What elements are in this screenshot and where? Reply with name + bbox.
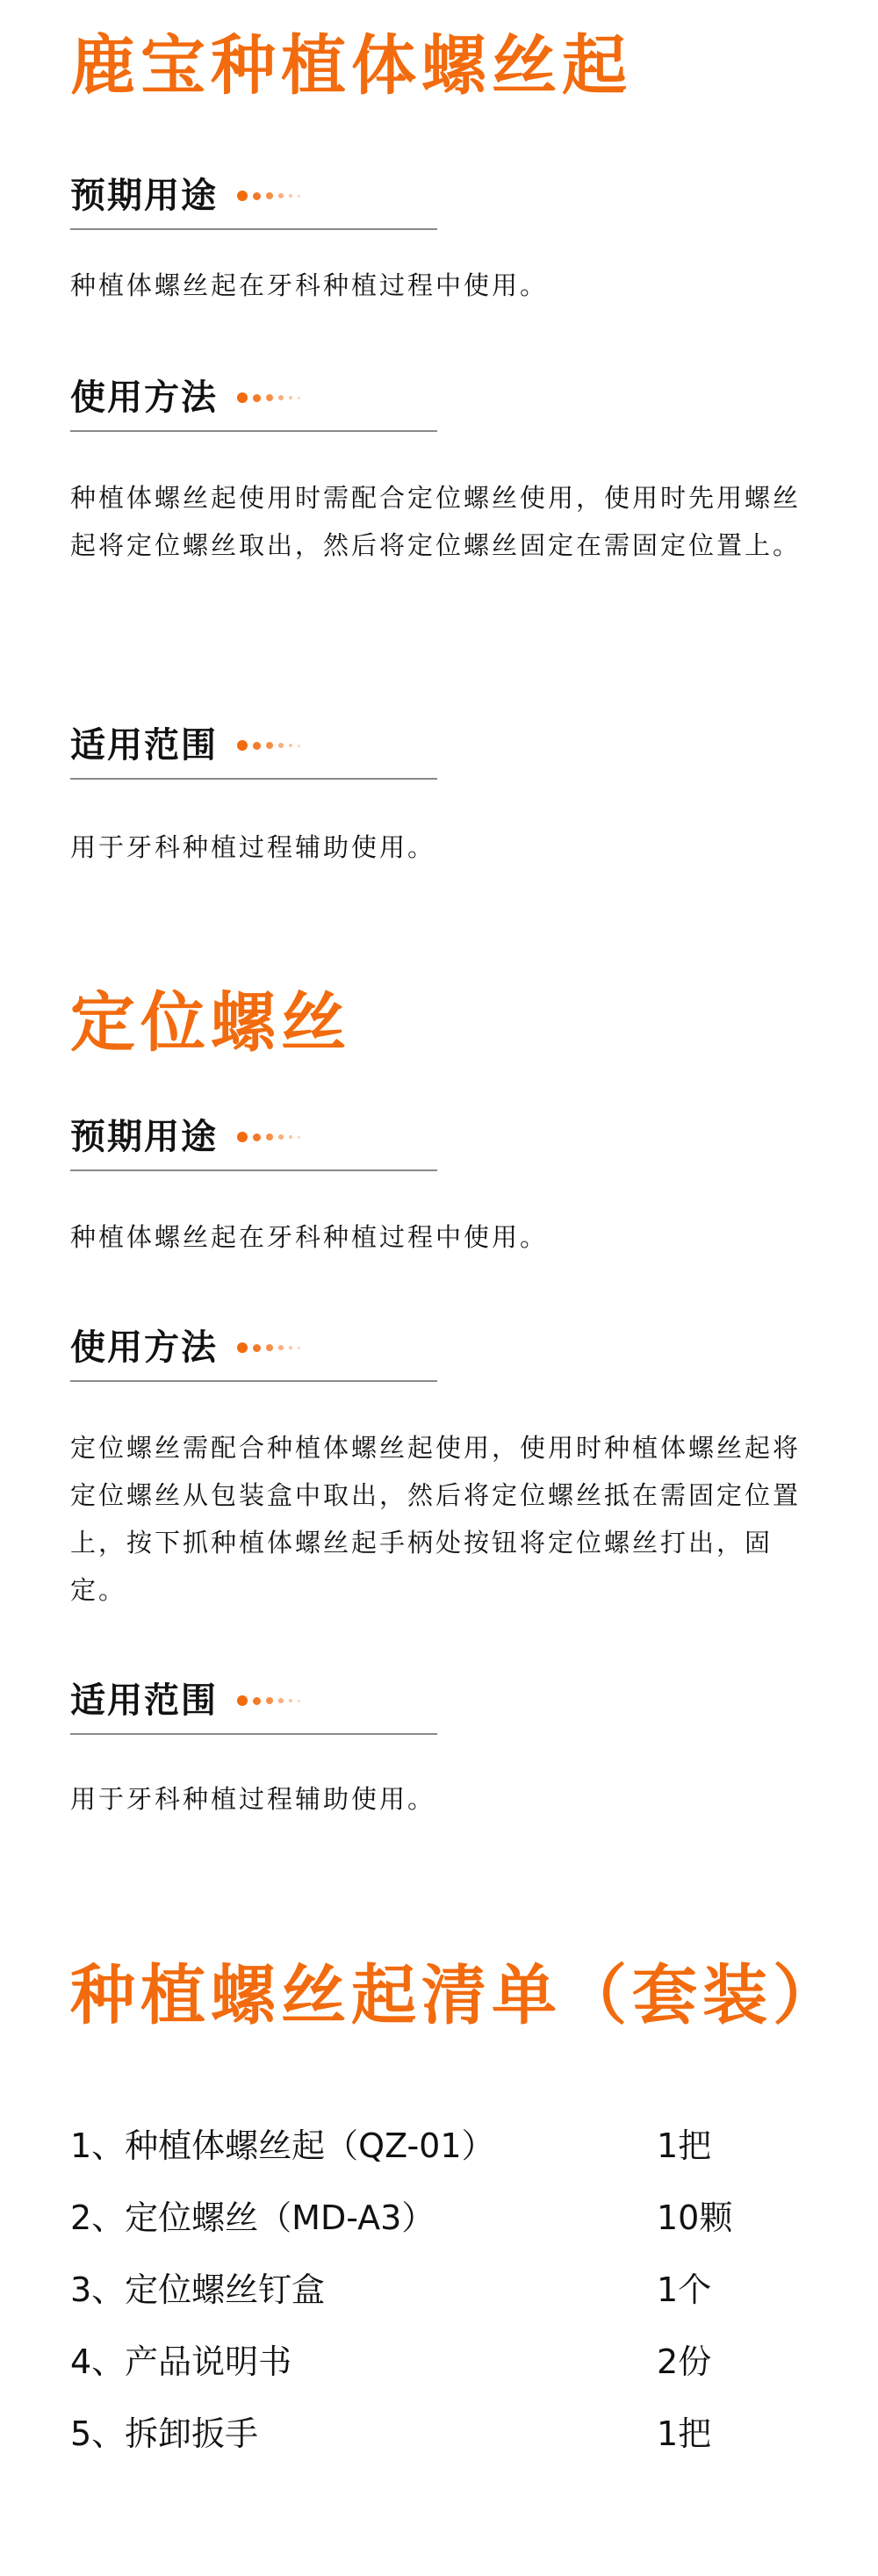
section1-scope-heading: 适用范围	[70, 725, 218, 766]
section1-purpose-text: 种植体螺丝起在牙科种植过程中使用。	[70, 270, 549, 300]
list-item-name: 1、种植体螺丝起（QZ-01）	[70, 2126, 495, 2165]
section2-purpose-heading: 预期用途	[70, 1117, 218, 1157]
list-item-qty: 10颗	[657, 2198, 733, 2237]
section2-purpose-text: 种植体螺丝起在牙科种植过程中使用。	[70, 1222, 549, 1252]
list-item-name: 3、定位螺丝钉盒	[70, 2270, 326, 2309]
heading-underline	[70, 1380, 437, 1382]
section2-scope-header	[70, 1677, 439, 1735]
list-item	[70, 2191, 825, 2244]
section2-usage-heading: 使用方法	[70, 1328, 218, 1368]
section1-usage-heading: 使用方法	[70, 378, 218, 418]
section3-title: 种植螺丝起清单（套装）	[70, 1958, 843, 2033]
list-item-qty: 1把	[657, 2126, 712, 2165]
dots-decoration-icon	[237, 191, 306, 201]
list-item-name: 2、定位螺丝（MD-A3）	[70, 2198, 435, 2237]
section2-usage-header	[70, 1324, 439, 1382]
heading-underline	[70, 1169, 437, 1171]
list-item-qty: 1把	[657, 2414, 712, 2453]
section1-scope-header	[70, 722, 439, 780]
list-item	[70, 2407, 825, 2460]
list-item-name: 4、产品说明书	[70, 2342, 292, 2381]
section1-purpose-heading: 预期用途	[70, 176, 218, 216]
heading-underline	[70, 1733, 437, 1735]
section2-title: 定位螺丝	[70, 985, 351, 1061]
list-item-name: 5、拆卸扳手	[70, 2414, 259, 2453]
heading-underline	[70, 778, 437, 780]
section1-title: 鹿宝种植体螺丝起	[70, 28, 632, 104]
dots-decoration-icon	[237, 392, 306, 403]
dots-decoration-icon	[237, 740, 306, 751]
section2-scope-heading: 适用范围	[70, 1680, 218, 1721]
list-item	[70, 2263, 825, 2316]
dots-decoration-icon	[237, 1342, 306, 1353]
section2-usage-text: 定位螺丝需配合种植体螺丝起使用，使用时种植体螺丝起将定位螺丝从包装盒中取出，然后将定位螺丝抵在需固定位置上，按下抓种植体螺丝起手柄处按钮将定位螺丝打出，固定。	[70, 1433, 802, 1605]
dots-decoration-icon	[237, 1695, 306, 1706]
list-item	[70, 2119, 825, 2172]
list-item-qty: 2份	[657, 2342, 712, 2381]
section1-scope-text: 用于牙科种植过程辅助使用。	[70, 832, 436, 862]
list-item	[70, 2335, 825, 2388]
section1-usage-text: 种植体螺丝起使用时需配合定位螺丝使用，使用时先用螺丝起将定位螺丝取出，然后将定位螺丝固定在需固定位置上。	[70, 483, 802, 560]
section1-usage-header	[70, 374, 439, 432]
section1-purpose-header	[70, 172, 439, 230]
list-item-qty: 1个	[657, 2270, 712, 2309]
dots-decoration-icon	[237, 1132, 306, 1142]
section2-purpose-header	[70, 1113, 439, 1171]
heading-underline	[70, 430, 437, 432]
section2-scope-text: 用于牙科种植过程辅助使用。	[70, 1784, 436, 1814]
heading-underline	[70, 228, 437, 230]
